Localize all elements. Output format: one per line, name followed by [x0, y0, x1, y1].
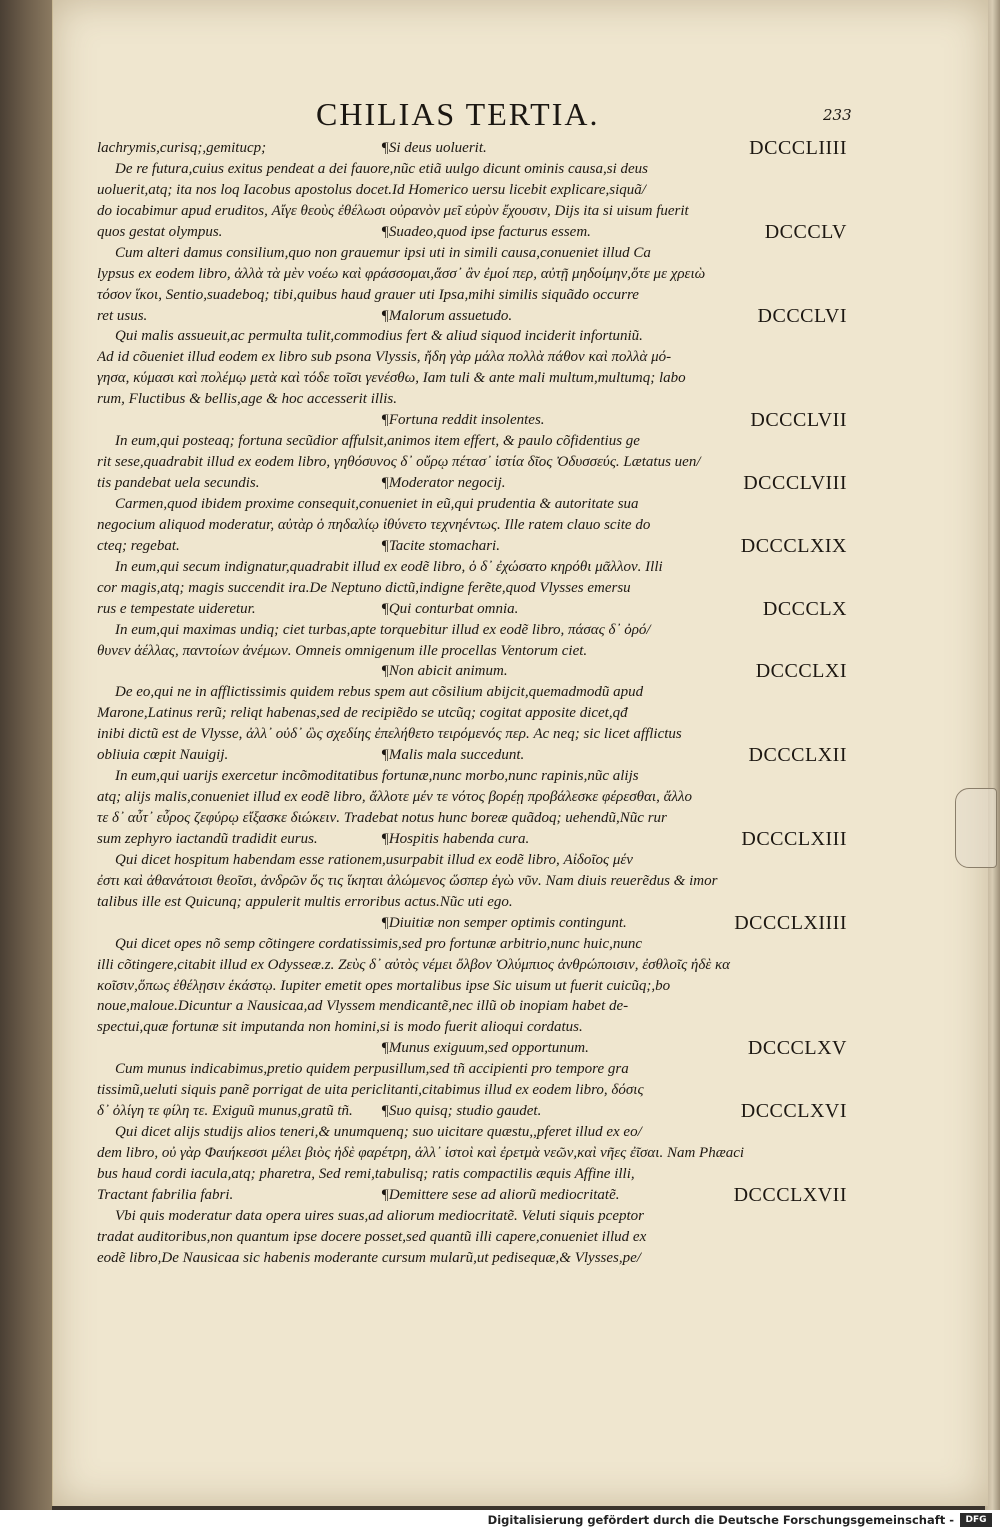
line-text: lachrymis,curisq;,gemitucp;	[97, 140, 267, 156]
line-text: tissimũ,ueluti siquis panẽ porrigat de uita periclitanti,citabimus illud ex eodem libro, δόσις	[97, 1082, 644, 1099]
text-line	[97, 787, 847, 808]
adage-heading: ¶Suo quisq; studio gaudet.	[381, 1103, 542, 1120]
line-text: noue,maloue.Dicuntur a Nausicaa,ad Vlyssem mendicantẽ,nec illũ ob inopiam habet de-	[97, 998, 629, 1015]
line-text: tradat auditoribus,non quantum ipse docere posset,sed quantũ illi capere,conueniet illud ex	[97, 1228, 647, 1245]
line-text: inibi dictũ est de Vlysse, ἀλλ᾽ οὐδ᾽ ὣς σχεδίης ἐπελήθετο τειρόμενός περ. Ac neq; sic licet afflictus	[97, 726, 682, 743]
page-header	[53, 96, 988, 136]
adage-heading: ¶Suadeo,quod ipse facturus essem.	[381, 223, 591, 240]
text-line	[97, 1059, 847, 1080]
line-text: τε δ᾽ αὖτ᾽ εὖρος ζεφύρῳ εἴξασκε διώκειν. Tradebat notus hunc boreæ quãdoq; uehendũ,Nũc rur	[97, 810, 667, 826]
text-line	[97, 285, 847, 306]
text-line	[97, 1185, 847, 1206]
line-text: In eum,qui secum indignatur,quadrabit illud ex eodẽ libro, ὁ δ᾽ ἐχώσατο κηρόθι μᾶλλον. Illi	[115, 558, 663, 575]
text-line	[97, 641, 847, 662]
line-text: In eum,qui uarijs exercetur incõmoditatibus fortunæ,nunc morbo,nunc rapinis,nũc alijs	[115, 768, 639, 785]
adage-heading: ¶Non abicit animum.	[381, 663, 508, 680]
text-line	[97, 557, 847, 578]
adage-heading: ¶Qui conturbat omnia.	[381, 600, 519, 617]
line-text: γησα, κύμασι καὶ πολέμῳ μετὰ καὶ τόδε τοῖσι γενέσθω, Iam tuli & ante mali multum,multumq; labo	[97, 370, 686, 387]
line-text: Carmen,quod ibidem proxime consequit,conueniet in eũ,qui prudentia & autoritate sua	[115, 495, 639, 512]
text-line	[97, 996, 847, 1017]
line-text: Ad id cõueniet illud eodem ex libro sub psona Vlyssis, ἤδη γὰρ μάλα πολλὰ πάθον καὶ πολλὰ μό-	[97, 349, 672, 366]
line-text: Qui dicet alijs studijs alios teneri,& unumquenq; suo uicitare quæstu,,pferet illud ex eo/	[115, 1124, 642, 1141]
adage-number: DCCCLXVI	[740, 1101, 847, 1123]
text-line	[97, 1101, 847, 1122]
line-text: cteq; regebat.	[97, 537, 180, 554]
line-text: do iocabimur apud eruditos, Αἴγε θεοὺς ἐθέλωσι οὐρανὸν μεῖ εὐρὺν ἔχουσιν, Dijs ita si uisum fuerit	[97, 202, 689, 219]
line-text: tis pandebat uela secundis.	[97, 475, 260, 491]
line-text: illi cõtingere,citabit illud ex Odysseæ.z. Ζεὺς δ᾽ αὐτὸς νέμει ὄλβον Ὀλύμπιος ἀνθρώποισιν, ἐσθλοῖς ἠδὲ κα	[97, 956, 731, 973]
text-line	[97, 703, 847, 724]
adage-heading: ¶Malis mala succedunt.	[381, 747, 525, 764]
text-line	[97, 1080, 847, 1101]
line-text: δ᾽ ὀλίγη τε φίλη τε. Exiguũ munus,gratũ tñ.	[97, 1103, 353, 1120]
text-line	[97, 201, 847, 222]
adage-heading: ¶Diuitiæ non semper optimis contingunt.	[381, 914, 627, 931]
adage-number: DCCCLXVII	[733, 1184, 847, 1206]
text-line	[97, 871, 847, 892]
footer-bar	[0, 1510, 1000, 1531]
text-line	[97, 536, 847, 557]
line-text: In eum,qui posteaq; fortuna secũdior affulsit,animos item effert, & paulo cõfidentius ge	[115, 433, 640, 450]
line-text: In eum,qui maximas undiq; ciet turbas,apte torquebitur illud ex eodẽ libro, πάσας δ᾽ ὀρό/	[115, 621, 651, 638]
running-title: CHILIAS TERTIA.	[316, 96, 600, 132]
facing-page-edge	[0, 0, 52, 1510]
adage-heading: ¶Fortuna reddit insolentes.	[381, 412, 545, 429]
adage-heading: ¶Demittere sese ad aliorũ mediocritatẽ.	[381, 1186, 620, 1203]
line-text: spectui,quæ fortunæ sit imputanda non homini,si is modo fuerit alioqui cordatus.	[97, 1019, 583, 1036]
text-line	[97, 976, 847, 997]
text-line	[97, 515, 847, 536]
text-line	[97, 599, 847, 620]
text-line	[97, 766, 847, 787]
text-line	[97, 829, 847, 850]
line-text: Cum munus indicabimus,pretio quidem perpusillum,sed tñ accipienti pro tempore gra	[115, 1061, 629, 1078]
line-text: quos gestat olympus.	[97, 223, 223, 240]
text-line	[97, 222, 847, 243]
adage-number: DCCCLVIII	[743, 473, 847, 494]
line-text: Marone,Latinus rerũ; reliqt habenas,sed de recipiẽdo se utcũq; cogitat apposite dicet,qđ	[97, 705, 628, 722]
text-line	[97, 1227, 847, 1248]
adage-number: DCCCLVII	[750, 410, 847, 432]
text-line	[97, 138, 847, 159]
text-line	[97, 1122, 847, 1143]
adage-number: DCCCLV	[764, 221, 847, 243]
adage-number: DCCCLXII	[748, 745, 847, 767]
text-line	[97, 389, 847, 410]
line-text: atq; alijs malis,conueniet illud ex eodẽ libro, ἄλλοτε μέν τε νότος βορέῃ προβάλεσκε φέρεσθαι, ἄλλο	[97, 789, 692, 806]
text-line	[97, 1164, 847, 1185]
adage-heading: ¶Malorum assuetudo.	[381, 307, 513, 324]
adage-heading: ¶Hospitis habenda cura.	[381, 830, 530, 847]
adage-heading: ¶Tacite stomachari.	[381, 537, 500, 554]
text-line	[97, 452, 847, 473]
line-text: cor magis,atq; magis succendit ira.De Neptuno dictũ,indigne ferẽte,quod Vlysses emersu	[97, 579, 631, 596]
text-line	[97, 431, 847, 452]
footer-credit: Digitalisierung gefördert durch die Deutsche Forschungsgemeinschaft -	[487, 1513, 954, 1527]
text-line	[97, 808, 847, 829]
adage-number: DCCCLVI	[757, 305, 847, 327]
text-line	[97, 620, 847, 641]
line-text: talibus ille est Quicunq; appulerit multis erroribus actus.Nũc uti ego.	[97, 893, 513, 910]
adage-number: DCCCLXIIII	[734, 912, 847, 934]
text-block	[97, 138, 847, 1269]
line-text: ἐστι καὶ ἀθανάτοισι θεοῖσι, ἀνδρῶν ὅς τις ἵκηται ἀλώμενος ὥσπερ ἐγὼ νῦν. Nam diuis reuerẽdus & imor	[97, 872, 718, 889]
text-line	[97, 745, 847, 766]
text-line	[97, 410, 847, 431]
book-page	[52, 0, 988, 1506]
line-text: uoluerit,atq; ita nos loq Iacobus apostolus docet.Id Homerico uersu licebit explicare,siquã/	[97, 181, 646, 198]
line-text: De eo,qui ne in afflictissimis quidem rebus spem aut cõsilium abijcit,quemadmodũ apud	[115, 684, 644, 701]
text-line	[97, 955, 847, 976]
text-line	[97, 578, 847, 599]
text-line	[97, 243, 847, 264]
adage-heading: ¶Moderator negocij.	[381, 475, 506, 491]
adage-heading: ¶Si deus uoluerit.	[381, 140, 487, 156]
line-text: dem libro, οὐ γὰρ Φαιήκεσσι μέλει βιὸς ἠδὲ φαρέτρη, ἀλλ᾽ ἱστοὶ καὶ ἐρετμὰ νεῶν,καὶ νῆες ἐῖσαι. Nam Phæaci	[97, 1145, 745, 1161]
text-line	[97, 347, 847, 368]
line-text: Vbi quis moderatur data opera uires suas,ad aliorum mediocritatẽ. Veluti siquis pceptor	[115, 1207, 645, 1224]
line-text: rit sese,quadrabit illud ex eodem libro, γηθόσυνος δ᾽ οὔρῳ πέτασ᾽ ἱστία δῖος Ὀδυσσεύς. Lætatus uen/	[97, 454, 701, 471]
line-text: De re futura,cuius exitus pendeat a dei fauore,nũc etiã uulgo dicunt ominis causa,si deus	[115, 160, 648, 177]
line-text: τόσον ἵκοι, Sentio,suadeboq; tibi,quibus haud grauer uti Ipsa,mihi similis siquãdo occurre	[97, 286, 639, 303]
line-text: eodẽ libro,De Nausicaa sic habenis moderante cursum mularũ,ut pedisequæ,& Vlysses,pe/	[97, 1249, 641, 1266]
line-text: Qui dicet opes nõ semp cõtingere cordatissimis,sed pro fortunæ arbitrio,nunc huic,nunc	[115, 935, 643, 952]
line-text: Tractant fabrilia fabri.	[97, 1186, 234, 1203]
text-line	[97, 892, 847, 913]
text-line	[97, 913, 847, 934]
text-line	[97, 494, 847, 515]
text-line	[97, 368, 847, 389]
adage-number: DCCCLXIX	[740, 535, 847, 557]
text-line	[97, 1206, 847, 1227]
line-text: κοῖσιν,ὅπως ἐθέλῃσιν ἑκάστῳ. Iupiter emetit opes mortalibus ipse Sic uisum ut fuerit cuicũq;,bo	[97, 977, 671, 994]
line-text: negocium aliquod moderatur, αὐτὰρ ὁ πηδαλίῳ ἰθύνετο τεχνηέντως. Ille ratem clauo scite do	[97, 516, 651, 533]
line-text: ret usus.	[97, 307, 148, 324]
text-line	[97, 159, 847, 180]
page-number: 233	[823, 106, 852, 124]
adage-number: DCCCLXI	[755, 661, 847, 683]
line-text: θυνεν ἀέλλας, παντοίων ἀνέμων. Omneis omnigenum ille procellas Ventorum ciet.	[97, 642, 588, 659]
adage-number: DCCCLXIII	[741, 828, 847, 850]
text-line	[97, 473, 847, 494]
text-line	[97, 724, 847, 745]
adage-number: DCCCLX	[762, 598, 847, 620]
adage-number: DCCCLXV	[747, 1038, 847, 1060]
text-line	[97, 850, 847, 871]
line-text: Qui malis assueuit,ac permulta tulit,commodius fert & aliud siquod inciderit infortuniũ.	[115, 328, 643, 345]
dfg-logo: DFG	[960, 1513, 992, 1527]
text-line	[97, 306, 847, 327]
text-line	[97, 682, 847, 703]
adage-heading: ¶Munus exiguum,sed opportunum.	[381, 1040, 589, 1057]
text-line	[97, 1038, 847, 1059]
text-line	[97, 1017, 847, 1038]
text-line	[97, 661, 847, 682]
line-text: Cum alteri damus consilium,quo non grauemur ipsi uti in simili causa,conueniet illud Ca	[115, 244, 651, 261]
text-line	[97, 1248, 847, 1269]
line-text: sum zephyro iactandũ tradidit eurus.	[97, 830, 318, 847]
text-line	[97, 326, 847, 347]
bookmark-tab	[955, 788, 997, 868]
line-text: lypsus ex eodem libro, ἀλλὰ τὰ μὲν νοέω καὶ φράσσομαι,ἅσσ᾽ ἂν ἐμοί περ, αὐτῇ μηδοίμην,ὅτε με χρειὼ	[97, 265, 706, 282]
adage-number: DCCCLIIII	[749, 138, 847, 159]
text-line	[97, 1143, 847, 1164]
line-text: bus haud cordi iacula,atq; pharetra, Sed remi,tabulisq; ratis compactilis æquis Affine illi,	[97, 1165, 635, 1182]
text-line	[97, 180, 847, 201]
text-line	[97, 934, 847, 955]
line-text: obliuia cœpit Nauigij.	[97, 747, 229, 764]
text-line	[97, 264, 847, 285]
line-text: Qui dicet hospitum habendam esse rationem,usurpabit illud ex eodẽ libro, Αἰδοῖος μέν	[115, 851, 633, 868]
line-text: rus e tempestate uideretur.	[97, 600, 256, 617]
line-text: rum, Fluctibus & bellis,age & hoc accesserit illis.	[97, 391, 397, 408]
